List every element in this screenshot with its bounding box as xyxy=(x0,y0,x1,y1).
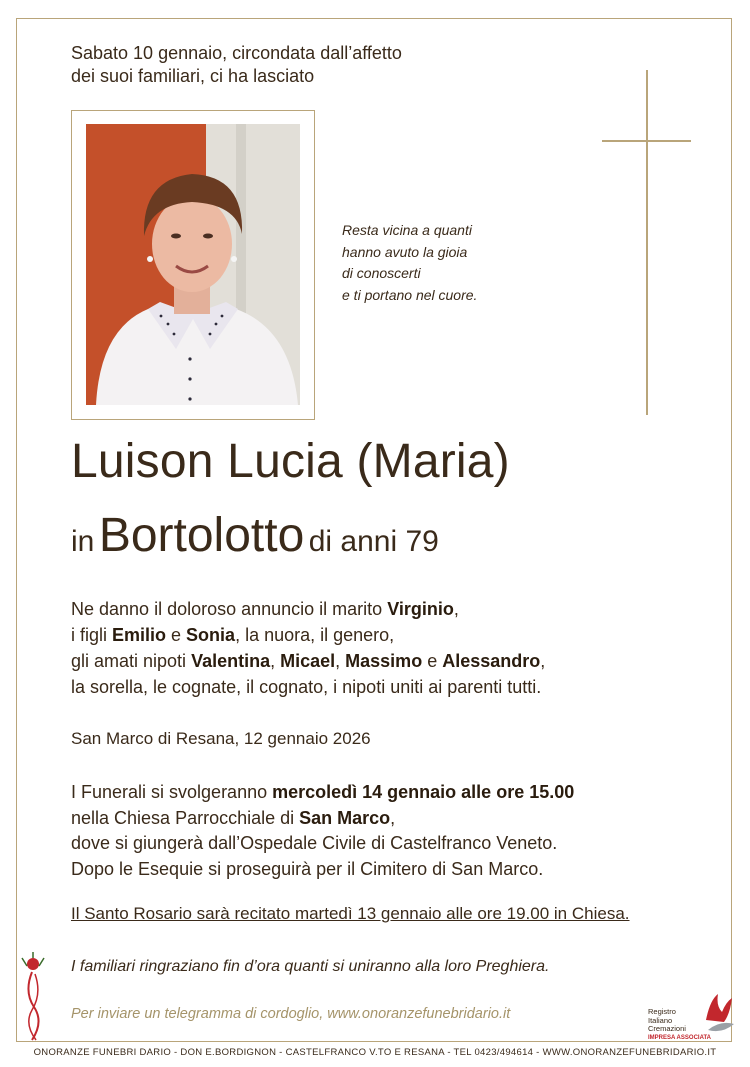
relative-name: Alessandro xyxy=(442,651,541,671)
registry-line: Cremazioni xyxy=(648,1024,686,1033)
announcement-line: la sorella, le cognate, il cognato, i nipoti uniti ai parenti tutti. xyxy=(71,677,542,697)
text-span: , xyxy=(453,599,459,619)
text-span: Ne danno il doloroso annuncio il marito xyxy=(71,599,388,619)
rosary-notice: Il Santo Rosario sarà recitato martedì 13 gennaio alle ore 19.00 in Chiesa. xyxy=(71,904,630,923)
intro-line: Sabato 10 gennaio, circondata dall’affetto xyxy=(71,43,402,63)
text-span: gli amati nipoti xyxy=(71,651,192,671)
name-prefix: in xyxy=(71,525,95,558)
text-span: i figli xyxy=(71,625,113,645)
quote-line: di conoscerti xyxy=(342,265,421,281)
thanks-text: I familiari ringraziano fin d’ora quanti si uniranno alla loro Preghiera. xyxy=(71,958,550,975)
funeral-info xyxy=(71,780,574,882)
intro-line: dei suoi familiari, ci ha lasciato xyxy=(71,66,315,86)
deceased-age: di anni 79 xyxy=(308,525,439,558)
announcement-line xyxy=(71,622,545,648)
quote-line: Resta vicina a quanti xyxy=(342,222,472,238)
text-span: nella Chiesa Parrocchiale di xyxy=(71,807,300,828)
registry-associate: IMPRESA ASSOCIATA xyxy=(648,1034,712,1041)
announcement-line xyxy=(71,596,545,622)
funeral-line: Dopo le Esequie si proseguirà per il Cimitero di San Marco. xyxy=(71,858,544,879)
intro-text xyxy=(71,42,402,88)
text-span: , la nuora, il genero, xyxy=(235,625,395,645)
text-span: e xyxy=(422,651,443,671)
telegram-link[interactable]: Per inviare un telegramma di cordoglio, www.onoranzefunebridario.it xyxy=(71,1006,511,1022)
deceased-name: Luison Lucia (Maria) xyxy=(71,435,510,488)
footer-contact: ONORANZE FUNEBRI DARIO - DON E.BORDIGNON - CASTELFRANCO V.TO E RESANA - TEL 0423/494614 - WWW.ONORANZEFUNEBRIDARIO.IT xyxy=(33,1047,717,1058)
cross-icon xyxy=(646,70,648,415)
place-date: San Marco di Resana, 12 gennaio 2026 xyxy=(71,729,371,748)
text-span: , xyxy=(270,651,281,671)
quote-line: e ti portano nel cuore. xyxy=(342,286,478,303)
flower-logo-icon xyxy=(18,952,48,1042)
church-name: San Marco xyxy=(299,807,391,828)
registry-line: Italiano xyxy=(648,1015,673,1025)
relative-name: Valentina xyxy=(191,651,271,671)
deceased-married-name xyxy=(71,508,439,563)
relative-name: Sonia xyxy=(186,625,236,645)
funeral-datetime: mercoledì 14 gennaio alle ore 15.00 xyxy=(272,782,575,802)
funeral-line xyxy=(71,806,574,832)
funeral-line xyxy=(71,780,574,806)
announcement-text xyxy=(71,596,545,700)
relative-name: Virginio xyxy=(387,599,454,619)
portrait-photo xyxy=(86,124,300,405)
married-surname: Bortolotto xyxy=(98,509,305,562)
quote-line: hanno avuto la gioia xyxy=(342,243,468,260)
text-span: , xyxy=(390,807,396,828)
text-span: I Funerali si svolgeranno xyxy=(71,782,273,802)
portrait-illustration xyxy=(86,124,300,405)
announcement-line xyxy=(71,648,545,674)
relative-name: Micael xyxy=(280,651,336,671)
memorial-quote xyxy=(342,220,477,306)
funeral-line: dove si giungerà dall’Ospedale Civile di Castelfranco Veneto. xyxy=(71,833,558,853)
cross-icon-bar xyxy=(602,140,691,142)
registry-text xyxy=(648,1008,711,1042)
registry-line: Registro xyxy=(648,1007,676,1016)
text-span: , xyxy=(335,651,346,671)
relative-name: Massimo xyxy=(345,651,423,671)
text-span: e xyxy=(166,625,187,645)
text-span: , xyxy=(540,651,546,671)
relative-name: Emilio xyxy=(112,625,167,645)
